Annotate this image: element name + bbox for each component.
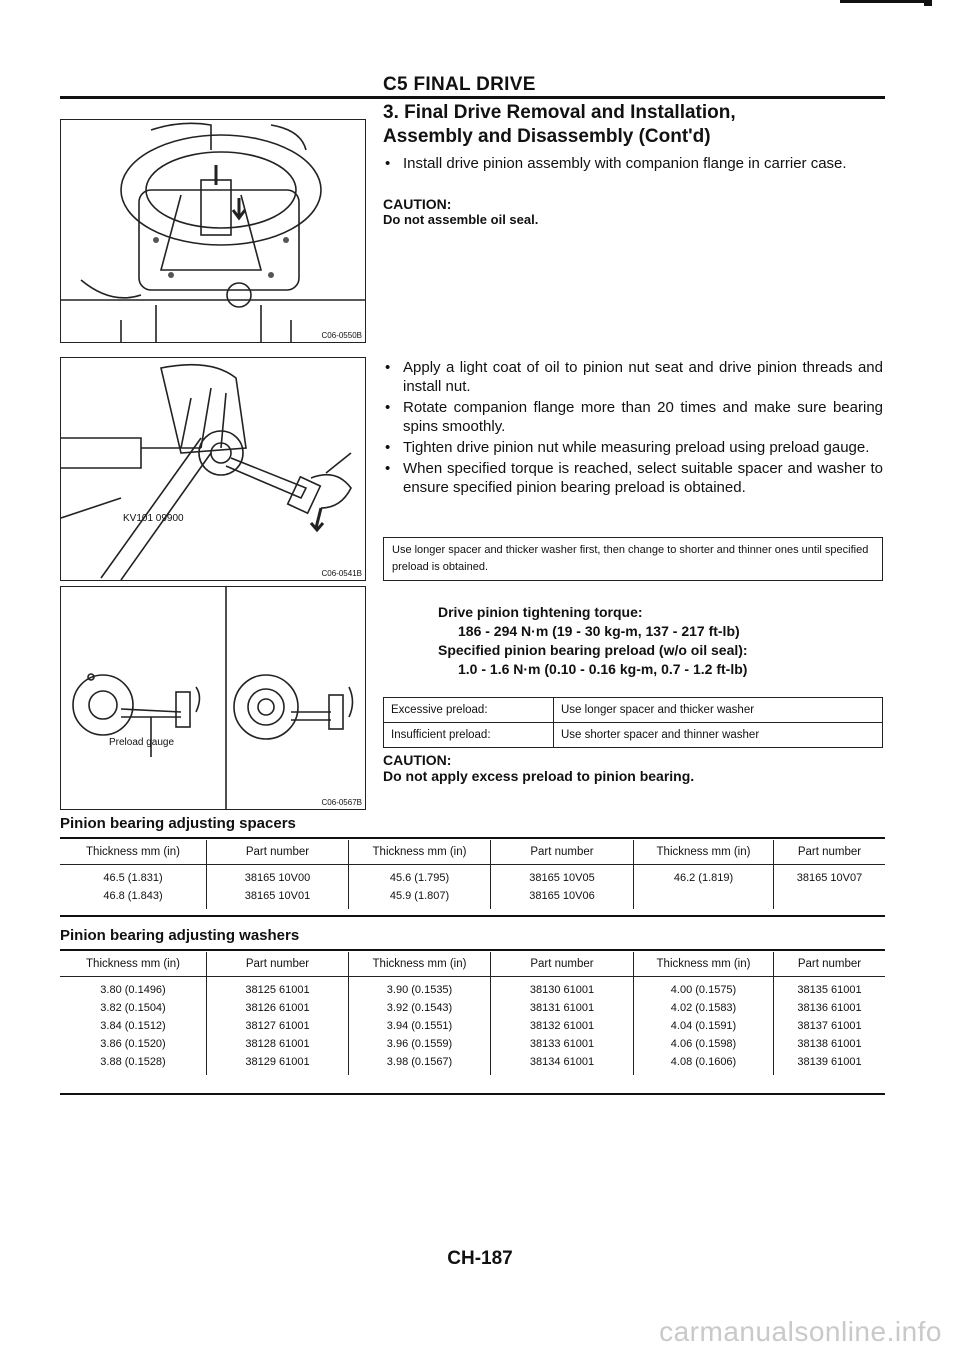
table-cell: 38165 10V06: [491, 887, 634, 909]
step1-list: [383, 154, 883, 175]
spacers-bottom-rule: [60, 915, 885, 917]
column-header: Thickness mm (in): [634, 840, 774, 865]
table-cell: 38165 10V05: [491, 865, 634, 888]
column-header: Part number: [774, 840, 886, 865]
column-header: Thickness mm (in): [634, 952, 774, 977]
table-cell: 38139 61001: [774, 1053, 886, 1075]
pinion-installation-illustration: [61, 120, 365, 342]
step1-bullet: • Install drive pinion assembly with companion flange in carrier case.: [383, 154, 883, 173]
table-cell: 3.90 (0.1535): [349, 977, 491, 1000]
table-cell: 45.9 (1.807): [349, 887, 491, 909]
step1-caution-text: Do not assemble oil seal.: [383, 212, 539, 227]
figure-preload-gauge: [60, 586, 366, 810]
table-cell: 38165 10V07: [774, 865, 886, 888]
step2-bullet-2: • Rotate companion flange more than 20 times and make sure bearing spins smoothly.: [383, 398, 883, 436]
table-cell: 38132 61001: [491, 1017, 634, 1035]
table-cell: 38126 61001: [207, 999, 349, 1017]
spacers-table-heading: Pinion bearing adjusting spacers: [60, 815, 296, 832]
spacers-table: [60, 840, 885, 909]
table-cell: 4.08 (0.1606): [634, 1053, 774, 1075]
preload-row-excessive: [384, 698, 883, 723]
table-row: [60, 999, 885, 1017]
table-cell: 38125 61001: [207, 977, 349, 1000]
figure-code: C06-0550B: [321, 331, 362, 340]
table-cell: 3.84 (0.1512): [100, 1020, 166, 1032]
figure-code: C06-0567B: [321, 798, 362, 807]
table-cell: 38137 61001: [774, 1017, 886, 1035]
preload-note-box: Use longer spacer and thicker washer first, then change to shorter and thinner ones until specified preload is obtained.: [383, 537, 883, 581]
step2-bullet-1: • Apply a light coat of oil to pinion nut seat and drive pinion threads and install nut.: [383, 358, 883, 396]
table-cell: 4.04 (0.1591): [634, 1017, 774, 1035]
table-cell: 46.5 (1.831): [103, 872, 163, 884]
table-cell: 3.98 (0.1567): [349, 1053, 491, 1075]
table-cell: 38138 61001: [774, 1035, 886, 1053]
table-cell: 38136 61001: [774, 999, 886, 1017]
table-cell: 46.2 (1.819): [634, 865, 774, 888]
torque-wrench-illustration: [61, 358, 365, 580]
preload-caution-text: Do not apply excess preload to pinion bearing.: [383, 768, 695, 784]
step2-bullet-3: • Tighten drive pinion nut while measuring preload using preload gauge.: [383, 438, 883, 457]
preload-spec-label: Specified pinion bearing preload (w/o oil seal):: [438, 642, 748, 658]
page-number: CH-187: [447, 1248, 513, 1269]
top-edge-rule: [840, 0, 930, 3]
table-cell: 38129 61001: [207, 1053, 349, 1075]
preload-condition: Insufficient preload:: [384, 723, 554, 748]
preload-action: Use longer spacer and thicker washer: [554, 698, 883, 723]
column-header: Part number: [207, 952, 349, 977]
table-row: [60, 1053, 885, 1075]
washers-header-row: [60, 952, 885, 977]
table-row: [60, 977, 885, 1000]
step1-caution-title: CAUTION:: [383, 196, 452, 212]
table-cell: 3.92 (0.1543): [349, 999, 491, 1017]
column-header: Part number: [491, 840, 634, 865]
preload-adjustment-table: [383, 697, 883, 748]
table-cell: 38165 10V00: [207, 865, 349, 888]
table-cell: 38135 61001: [774, 977, 886, 1000]
page-header-title: C5 FINAL DRIVE: [383, 74, 536, 95]
table-row: [60, 865, 885, 888]
torque-value: 186 - 294 N·m (19 - 30 kg-m, 137 - 217 ft-lb): [458, 623, 740, 639]
preload-condition: Excessive preload:: [384, 698, 554, 723]
washers-table: [60, 952, 885, 1075]
washers-table-heading: Pinion bearing adjusting washers: [60, 927, 300, 944]
table-cell: 4.02 (0.1583): [634, 999, 774, 1017]
washers-bottom-rule: [60, 1093, 885, 1095]
header-rule: [60, 96, 885, 99]
preload-action: Use shorter spacer and thinner washer: [554, 723, 883, 748]
table-cell: 38127 61001: [207, 1017, 349, 1035]
step1-caution: [383, 196, 883, 227]
table-cell: 3.96 (0.1559): [349, 1035, 491, 1053]
table-cell: 38130 61001: [491, 977, 634, 1000]
column-header: Thickness mm (in): [349, 840, 491, 865]
spacers-header-row: [60, 840, 885, 865]
step2-list: [383, 358, 883, 499]
table-row: [60, 1017, 885, 1035]
column-header: Part number: [491, 952, 634, 977]
top-edge-mark: [924, 0, 932, 6]
table-row: [60, 887, 885, 909]
preload-row-insufficient: [384, 723, 883, 748]
table-cell: 3.86 (0.1520): [100, 1038, 166, 1050]
figure-code: C06-0541B: [321, 569, 362, 578]
table-cell: 38131 61001: [491, 999, 634, 1017]
preload-caution: [383, 752, 883, 784]
table-cell: 3.88 (0.1528): [100, 1056, 166, 1068]
preload-gauge-illustration: [61, 587, 365, 809]
spacers-top-rule: [60, 837, 885, 839]
column-header: Thickness mm (in): [60, 952, 207, 977]
table-cell: 38134 61001: [491, 1053, 634, 1075]
table-cell: 3.82 (0.1504): [100, 1002, 166, 1014]
column-header: Thickness mm (in): [349, 952, 491, 977]
column-header: Part number: [774, 952, 886, 977]
table-cell: [634, 887, 774, 909]
column-header: Thickness mm (in): [60, 840, 207, 865]
torque-label: Drive pinion tightening torque:: [438, 604, 643, 620]
table-cell: 46.8 (1.843): [103, 890, 163, 902]
table-cell: 38128 61001: [207, 1035, 349, 1053]
preload-gauge-label: Preload gauge: [109, 737, 175, 748]
table-row: [60, 1035, 885, 1053]
table-cell: 3.80 (0.1496): [100, 984, 166, 996]
watermark-text: carmanualsonline.info: [659, 1316, 942, 1347]
column-header: Part number: [207, 840, 349, 865]
preload-caution-title: CAUTION:: [383, 752, 452, 768]
figure-pinion-installation: [60, 119, 366, 343]
preload-spec-value: 1.0 - 1.6 N·m (0.10 - 0.16 kg-m, 0.7 - 1.2 ft-lb): [458, 661, 748, 677]
section-heading: [383, 101, 883, 149]
table-cell: 4.06 (0.1598): [634, 1035, 774, 1053]
table-cell: 45.6 (1.795): [349, 865, 491, 888]
washers-top-rule: [60, 949, 885, 951]
table-cell: 38133 61001: [491, 1035, 634, 1053]
tool-number-label: KV101 09900: [123, 513, 184, 524]
section-heading-line1: 3. Final Drive Removal and Installation,: [383, 102, 736, 123]
table-cell: 4.00 (0.1575): [634, 977, 774, 1000]
table-cell: [774, 887, 886, 909]
table-cell: 38165 10V01: [207, 887, 349, 909]
figure-torque-tightening: [60, 357, 366, 581]
step2-bullet-4: • When specified torque is reached, select suitable spacer and washer to ensure specified pinion bearing preload is obtained.: [383, 459, 883, 497]
section-heading-line2: Assembly and Disassembly (Cont'd): [383, 126, 711, 147]
table-cell: 3.94 (0.1551): [349, 1017, 491, 1035]
